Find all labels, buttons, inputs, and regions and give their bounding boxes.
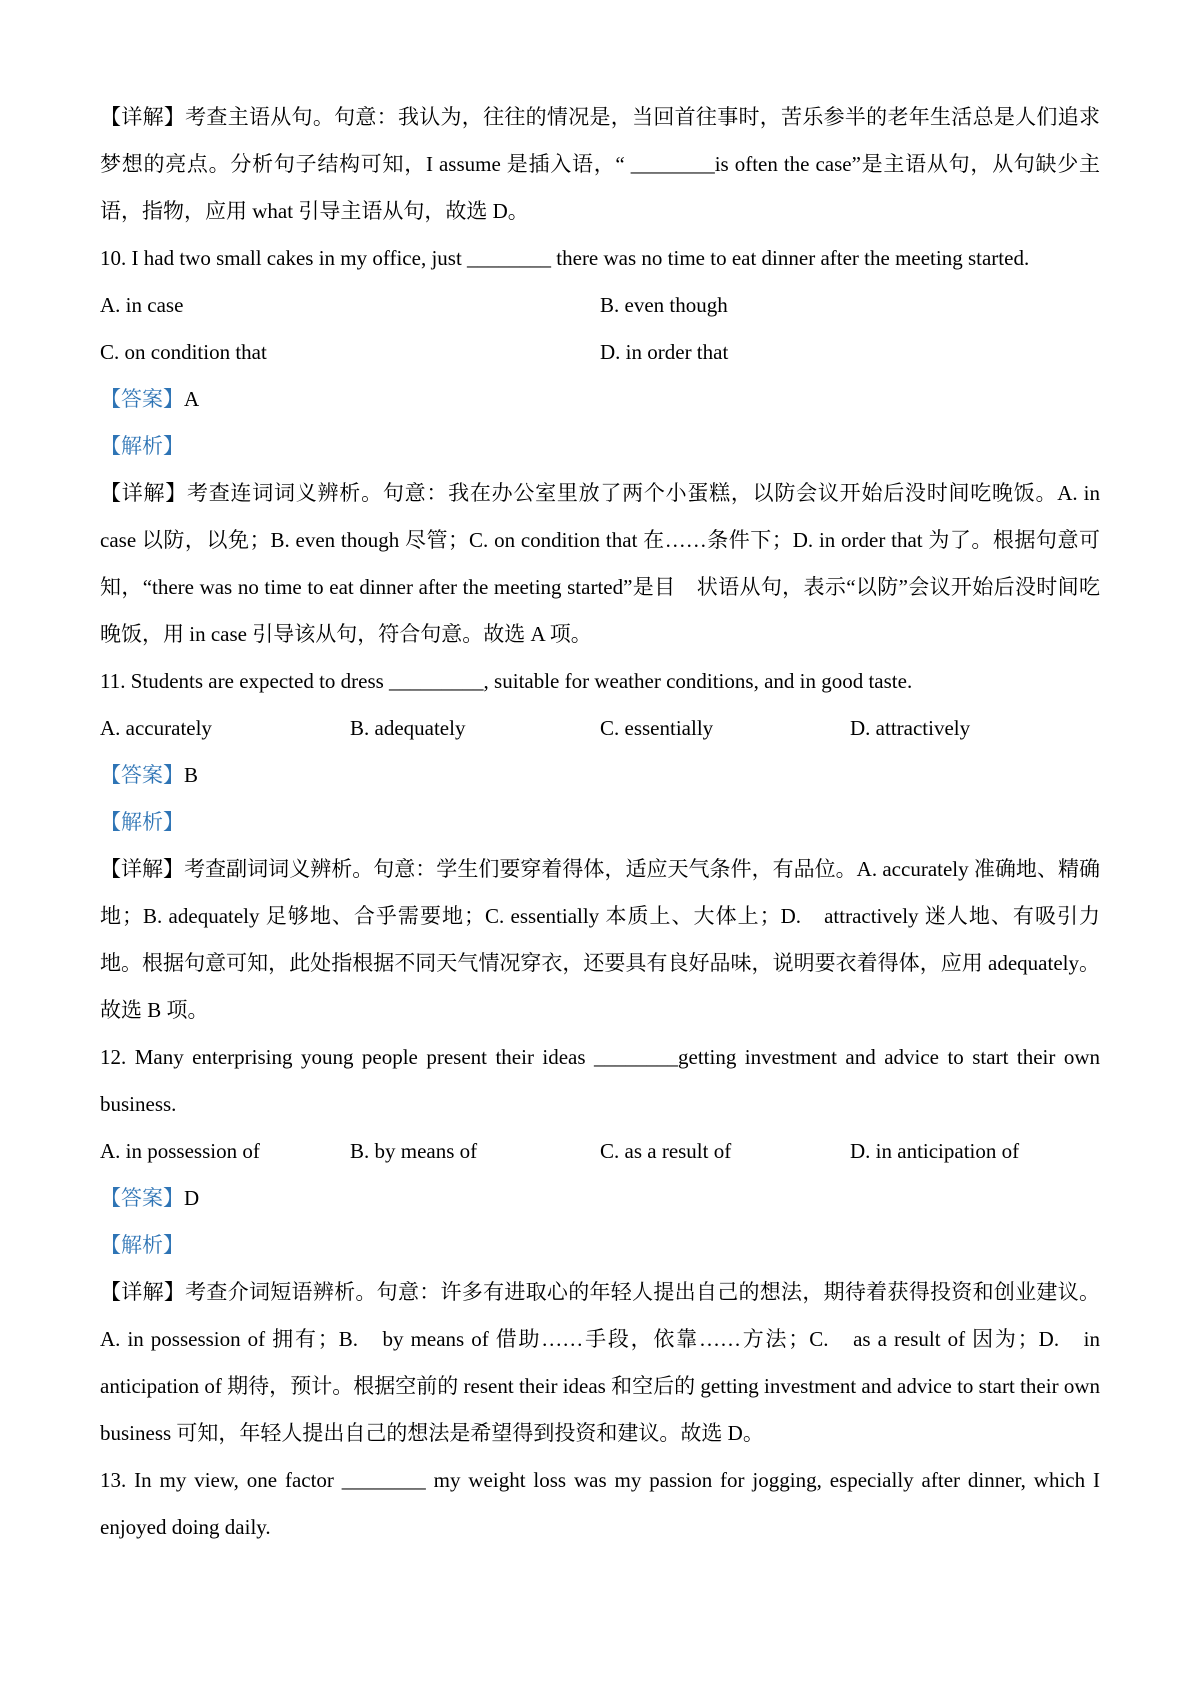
q10-question-stem: 10. I had two small cakes in my office, just ________ there was no time to eat dinner after the meeting started. [100,246,1030,270]
q11-question-stem: 11. Students are expected to dress _________, suitable for weather conditions, and in good taste. [100,669,913,693]
q10-analysis-label: 【解析】 [100,434,184,458]
q10-analysis-line [100,423,1100,470]
q11-answer-line [100,752,1100,799]
q12-answer-label: 【答案】 [100,1186,184,1210]
q10-answer-line [100,376,1100,423]
q10-option-b: B. even though [600,293,728,317]
q10-option-c: C. on condition that [100,340,267,364]
q12-option-b: B. by means of [350,1139,478,1163]
q12-options-row [100,1128,1100,1175]
q11-analysis-line [100,799,1100,846]
q11-option-a: A. accurately [100,716,212,740]
q12-analysis-line [100,1222,1100,1269]
q12-question-stem: 12. Many enterprising young people present their ideas ________getting investment and advice to start their own business. [100,1045,1100,1116]
q10-options-row-2 [100,329,1100,376]
q9-explanation-paragraph: 【详解】考查主语从句。句意：我认为，往往的情况是，当回首往事时，苦乐参半的老年生活总是人们追求梦想的亮点。分析句子结构可知，I assume 是插入语，“ ________is often the case”是主语从句，从句缺少主语，指物，应用 what 引导主语从句，故选 D。 [100,105,1100,223]
q11-answer-label: 【答案】 [100,763,184,787]
q11-option-d: D. attractively [850,716,971,740]
q12-explanation-paragraph: 【详解】考查介词短语辨析。句意：许多有进取心的年轻人提出自己的想法，期待着获得投资和创业建议。A. in possession of 拥有；B. by means of 借助……手段，依靠……方法；C. as a result of 因为；D. in anticipation of 期待，预计。根据空前的 resent their ideas 和空后的 getting investment and advice to start their own business 可知，年轻人提出自己的想法是希望得到投资和建议。故选 D。 [100,1280,1100,1445]
q11-option-c: C. essentially [600,716,714,740]
q10-answer-label: 【答案】 [100,387,184,411]
q10-option-d: D. in order that [600,340,729,364]
q10-option-a: A. in case [100,293,184,317]
q12-option-c: C. as a result of [600,1139,732,1163]
q10-explanation-paragraph: 【详解】考查连词词义辨析。句意：我在办公室里放了两个小蛋糕，以防会议开始后没时间吃晚饭。A. in case 以防，以免；B. even though 尽管；C. on condition that 在……条件下；D. in order that 为了。根据句意可知，“there was no time to eat dinner after the meeting started”是目 状语从句，表示“以防”会议开始后没时间吃晚饭，用 in case 引导该从句，符合句意。故选 A 项。 [100,481,1100,646]
q11-analysis-label: 【解析】 [100,810,184,834]
q11-option-b: B. adequately [350,716,466,740]
q11-explanation-paragraph: 【详解】考查副词词义辨析。句意：学生们要穿着得体，适应天气条件，有品位。A. accurately 准确地、精确地；B. adequately 足够地、合乎需要地；C. essentially 本质上、大体上；D. attractively 迷人地、有吸引力地。根据句意可知，此处指根据不同天气情况穿衣，还要具有良好品味，说明要衣着得体，应用 adequately。故选 B 项。 [100,857,1100,1022]
q10-options-row-1 [100,282,1100,329]
q12-option-d: D. in anticipation of [850,1139,1020,1163]
q12-answer-value: D [184,1186,200,1210]
q10-answer-value: A [184,387,200,411]
q12-answer-line [100,1175,1100,1222]
q13-question-stem: 13. In my view, one factor ________ my weight loss was my passion for jogging, especially after dinner, which I enjoyed doing daily. [100,1468,1100,1539]
q12-analysis-label: 【解析】 [100,1233,184,1257]
q11-answer-value: B [184,763,199,787]
q11-options-row [100,705,1100,752]
q12-option-a: A. in possession of [100,1139,260,1163]
